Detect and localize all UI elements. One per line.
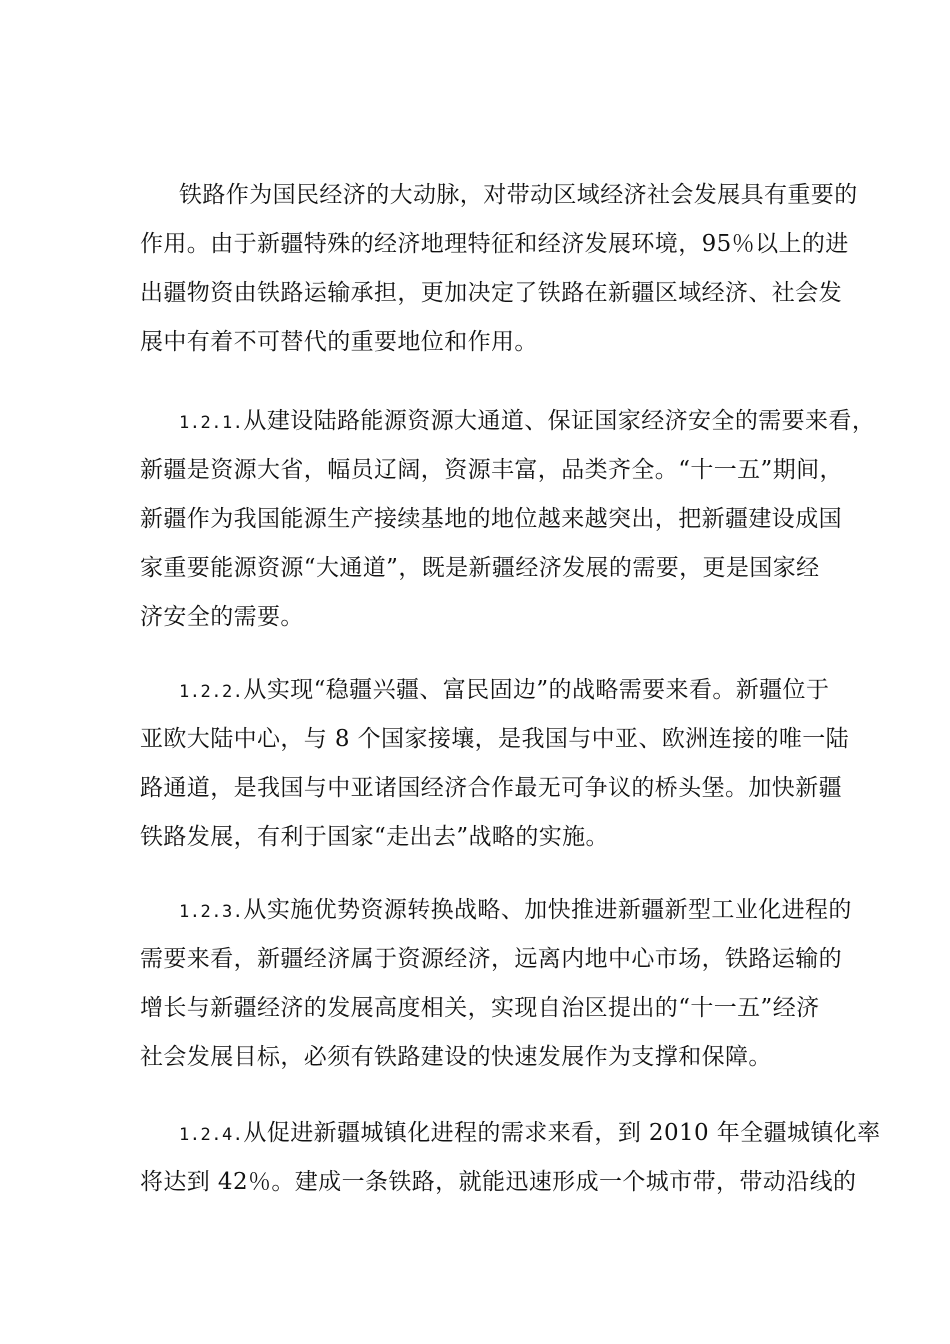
text-line: 将达到 42％。建成一条铁路，就能迅速形成一个城市带，带动沿线的 bbox=[140, 1169, 857, 1195]
paragraph-intro bbox=[140, 171, 858, 367]
section-number: 1.2.1. bbox=[179, 413, 244, 433]
section-number: 1.2.2. bbox=[179, 682, 244, 702]
paragraph-1-2-4 bbox=[140, 1109, 881, 1207]
text-line bbox=[140, 666, 840, 715]
text-line: 铁路发展，有利于国家“走出去”战略的实施。 bbox=[140, 824, 609, 850]
text-line bbox=[140, 1109, 881, 1158]
text-line bbox=[140, 886, 852, 935]
paragraph-1-2-3 bbox=[140, 886, 852, 1082]
paragraph-1-2-1 bbox=[140, 397, 876, 642]
text-line-content: 从促进新疆城镇化进程的需求来看，到 2010 年全疆城镇化率 bbox=[243, 1120, 881, 1146]
text-line-content: 从建设陆路能源资源大通道、保证国家经济安全的需要来看， bbox=[243, 408, 876, 434]
text-line-content: 从实现“稳疆兴疆、富民固边”的战略需要来看。新疆位于 bbox=[243, 677, 830, 703]
paragraph-1-2-2 bbox=[140, 666, 850, 862]
text-line bbox=[140, 397, 876, 446]
text-line: 路通道，是我国与中亚诸国经济合作最无可争议的桥头堡。加快新疆 bbox=[140, 775, 842, 801]
text-line: 济安全的需要。 bbox=[140, 604, 304, 630]
text-line: 铁路作为国民经济的大动脉，对带动区域经济社会发展具有重要的 bbox=[179, 182, 858, 208]
text-line: 亚欧大陆中心，与 8 个国家接壤，是我国与中亚、欧洲连接的唯一陆 bbox=[140, 726, 850, 752]
text-line: 展中有着不可替代的重要地位和作用。 bbox=[140, 329, 538, 355]
text-line: 新疆作为我国能源生产接续基地的地位越来越突出，把新疆建设成国 bbox=[140, 506, 842, 532]
text-line: 出疆物资由铁路运输承担，更加决定了铁路在新疆区域经济、社会发 bbox=[140, 280, 842, 306]
section-number: 1.2.3. bbox=[179, 902, 244, 922]
text-line: 新疆是资源大省，幅员辽阔，资源丰富，品类齐全。“十一五”期间， bbox=[140, 457, 843, 483]
text-line-content: 从实施优势资源转换战略、加快推进新疆新型工业化进程的 bbox=[243, 897, 852, 923]
text-line: 增长与新疆经济的发展高度相关，实现自治区提出的“十一五”经济 bbox=[140, 995, 820, 1021]
text-line: 社会发展目标，必须有铁路建设的快速发展作为支撑和保障。 bbox=[140, 1044, 772, 1070]
text-line: 家重要能源资源“大通道”，既是新疆经济发展的需要，更是国家经 bbox=[140, 555, 820, 581]
section-number: 1.2.4. bbox=[179, 1125, 244, 1145]
text-line: 需要来看，新疆经济属于资源经济，远离内地中心市场，铁路运输的 bbox=[140, 946, 842, 972]
text-line: 作用。由于新疆特殊的经济地理特征和经济发展环境，95％以上的进 bbox=[140, 231, 849, 257]
